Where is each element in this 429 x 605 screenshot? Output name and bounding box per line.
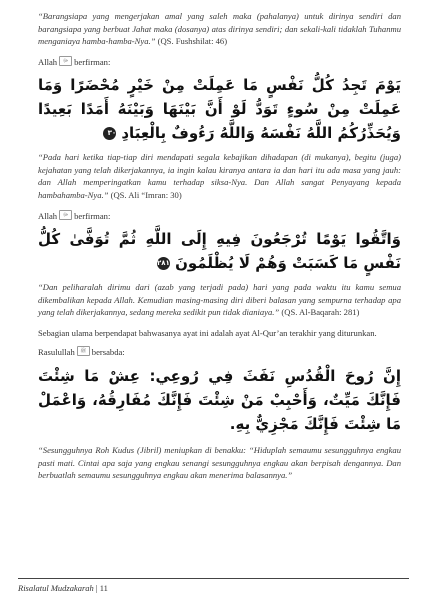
translation-fushshilat-46 — [38, 10, 401, 48]
intro-line-allah-2: Allah ﷻ berfirman: — [38, 210, 111, 221]
arabic-hadith: إِنَّ رُوحَ الْقُدُسِ نَفَثَ فِي رُوعِي: عِشْ مَا شِئْتَ فَإِنَّكَ مَيِّتٌ، وَأَحْبِبْ مَنْ شِئْتَ فَإِنَّكَ مُفَارِقُهُ، وَاعْمَلْ مَا شِئْتَ فَإِنَّكَ مَجْزِيٌّ بِهِ. — [38, 366, 401, 433]
quote-text: “Barangsiapa yang mengerjakan amal yang saleh maka (pahalanya) untuk dirinya sendiri dan barangsiapa yang berbuat Jahat maka (dosanya) atas dirinya sendiri; dan sekali-kali tidaklah Tuhanmu menganiaya hamba-hamba-Nya.” — [38, 11, 401, 47]
intro-line-allah-1: Allah ﷻ berfirman: — [38, 56, 111, 67]
arabic-ali-imran-30: يَوْمَ تَجِدُ كُلُّ نَفْسٍ مَا عَمِلَتْ مِنْ خَيْرٍ مُحْضَرًا وَمَا عَمِلَتْ مِنْ سُوءٍ تَوَدُّ لَوْ أَنَّ بَيْنَهَا وَبَيْنَهُ أَمَدًا بَعِيدًا وَيُحَذِّرُكُمُ اللَّهُ نَفْسَهُ وَاللَّهُ رَءُوفٌ بِالْعِبَادِ ٣٠ — [38, 76, 401, 143]
translation-hadith: “Sesungguhnya Roh Kudus (Jibril) meniupkan di benakku: “Hiduplah semaumu sesungguhnya engkau pasti mati. Cintai apa saja yang engkau senangi sesungguhnya engkau akan berpisah dengannya. Dan berbuatlah semaumu sesungguhnya engkau akan menerima balasannya.” — [38, 444, 401, 481]
ayah-number-marker: ٣٠ — [103, 127, 116, 140]
intro-line-rasulullah: Rasulullah ﷺ bersabda: — [38, 347, 125, 358]
quote-reference: (QS. Ali “Imran: 30) — [110, 190, 182, 201]
saw-honorific-icon: ﷺ — [77, 346, 90, 356]
swt-honorific-icon: ﷻ — [59, 56, 72, 66]
quote-reference: (QS. Al-Baqarah: 281) — [281, 307, 360, 318]
ayah-number-marker: ٢٨١ — [157, 257, 170, 270]
book-title: Risalatul Mudzakarah — [18, 583, 94, 593]
arabic-al-baqarah-281: وَاتَّقُوا يَوْمًا تُرْجَعُونَ فِيهِ إِلَى اللَّهِ ثُمَّ تُوَفَّىٰ كُلُّ نَفْسٍ مَا كَسَبَتْ وَهُمْ لَا يُظْلَمُونَ ٢٨١ — [38, 230, 401, 273]
swt-honorific-icon: ﷻ — [59, 210, 72, 220]
page-number: | 11 — [95, 583, 108, 593]
quote-reference: (QS. Fushshilat: 46) — [157, 36, 228, 47]
translation-al-baqarah-281 — [38, 281, 401, 319]
page-footer — [18, 578, 409, 593]
quote-text: “Dan peliharalah dirimu dari (azab yang terjadi pada) hari yang pada waktu itu kamu semua dikembalikan kepada Allah. Kemudian masing-masing diri diberi balasan yang sempurna terhadap apa yang telah dikerjakannya, sedang mereka sedikit pun tidak dianiaya.” — [38, 282, 401, 318]
paragraph-ulama-opinion: Sebagian ulama berpendapat bahwasanya ayat ini adalah ayat Al-Qur’an terakhir yang diturunkan. — [38, 327, 377, 338]
quote-text: “Pada hari ketika tiap-tiap diri mendapati segala kebajikan dihadapan (di mukanya), begitu (juga) kejahatan yang telah dikerjakannya, ia ingin kalau kiranya antara ia dan hari itu ada masa yang jauh: dan Allah memperingatkan kamu terhadap siksa-Nya. Dan Allah sangat Penyayang kepada hambahamba-Nya.” — [38, 152, 401, 201]
translation-ali-imran-30 — [38, 151, 401, 201]
